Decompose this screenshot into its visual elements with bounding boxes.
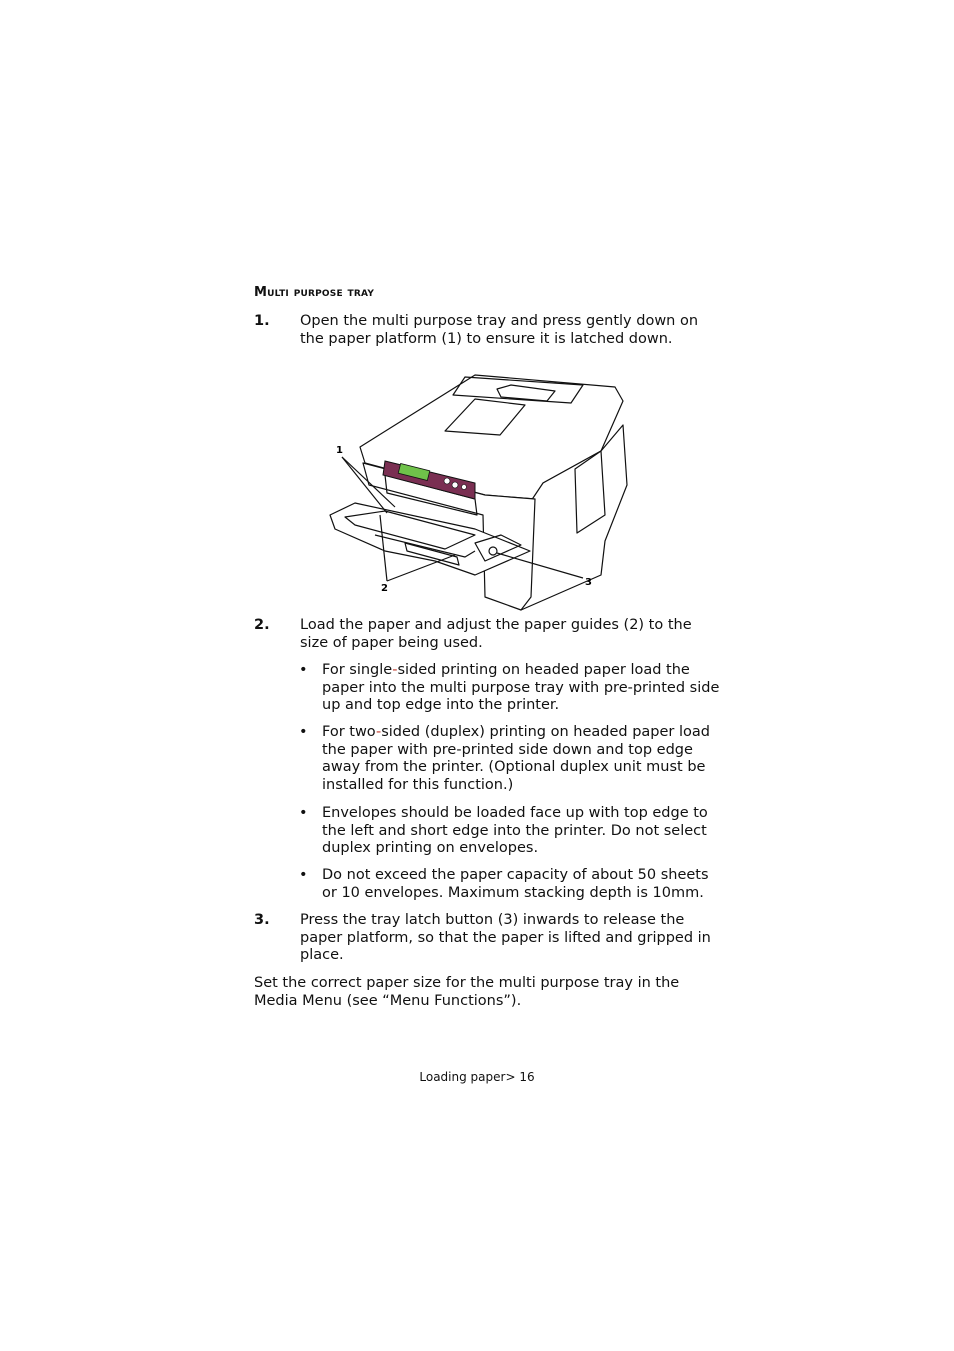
- bullet-text: Envelopes should be loaded face up with top edge to the left and short edge into the printer. Do not select duplex printing on envelopes.: [322, 805, 708, 857]
- bullet-hyphen: -: [375, 724, 382, 740]
- bullet-symbol: •: [299, 805, 308, 821]
- closing-paragraph: Set the correct paper size for the multi purpose tray in the Media Menu (see “Menu Functions”).: [254, 975, 680, 1009]
- step-text: Press the tray latch button (3) inwards to release the paper platform, so that the paper is lifted and gripped in place.: [300, 912, 711, 964]
- bullet-symbol: •: [299, 662, 308, 678]
- page-footer: Loading paper> 16: [419, 1070, 535, 1084]
- step-number: 1.: [254, 313, 270, 329]
- step-number: 2.: [254, 617, 270, 633]
- bullet-text: Do not exceed the paper capacity of about 50 sheets or 10 envelopes. Maximum stacking depth is 10mm.: [322, 867, 709, 901]
- bullet-text: For single: [322, 662, 393, 678]
- step-text: Open the multi purpose tray and press gently down on the paper platform (1) to ensure it is latched down.: [300, 313, 699, 347]
- printer-illustration: [325, 365, 630, 615]
- callout-1: 1: [336, 445, 343, 456]
- bullet-hyphen: -: [392, 662, 398, 678]
- bullet-text: sided printing on headed paper load the paper into the multi purpose tray with pre-printed side up and top edge into the printer.: [322, 662, 720, 714]
- bullet-text: For two: [322, 724, 376, 740]
- callout-2: 2: [381, 583, 388, 594]
- bullet-text: sided (duplex) printing on headed paper load the paper with pre-printed side down and top edge away from the printer. (Optional duplex unit must be installed for this function.): [322, 724, 710, 793]
- callout-3: 3: [585, 577, 592, 588]
- section-heading: Multi purpose tray: [254, 285, 375, 300]
- bullet-symbol: •: [299, 724, 308, 740]
- step-text: Load the paper and adjust the paper guides (2) to the size of paper being used.: [300, 617, 692, 651]
- step-number: 3.: [254, 912, 270, 928]
- bullet-symbol: •: [299, 867, 308, 883]
